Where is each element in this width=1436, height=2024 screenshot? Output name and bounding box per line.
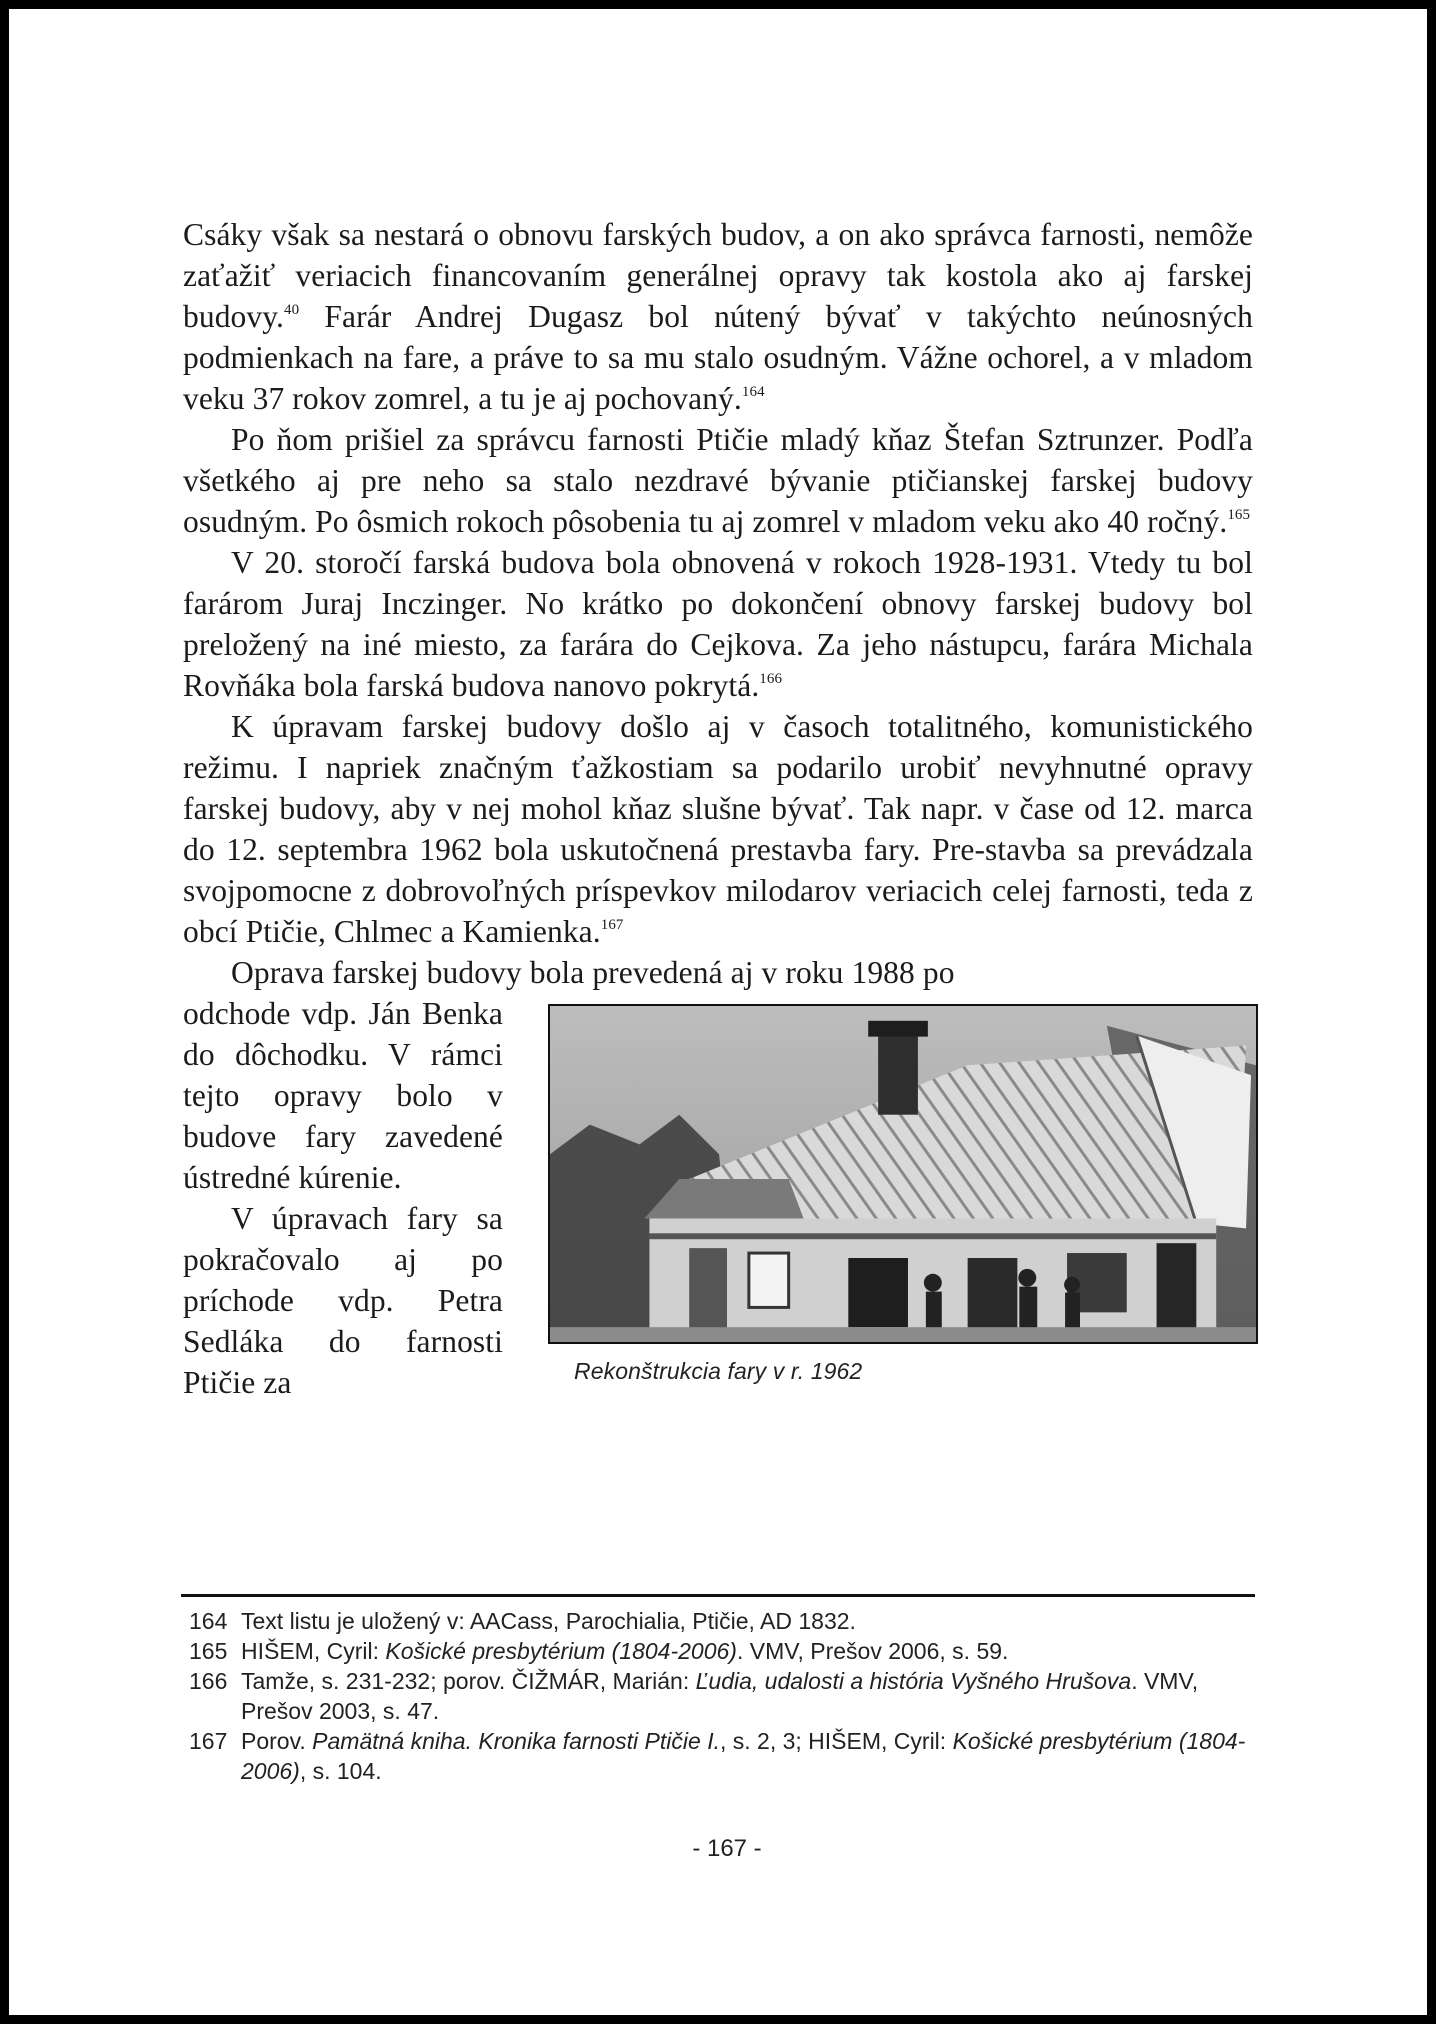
footnote-ref-165: 165 [1227, 507, 1251, 523]
paragraph-3-text: V 20. storočí farská budova bola obnovená v rokoch 1928-1931. Vtedy tu bol farárom Juraj Inczinger. No krátko po dokončení obnovy farskej budovy bol preložený na iné miesto, za farára do Cejkova. Za jeho nástupcu, farára Michala Rovňáka bola farská budova nanovo pokrytá. [183, 545, 1253, 703]
page-number: - 167 - [692, 1835, 762, 1862]
figure-caption: Rekonštrukcia fary v r. 1962 [574, 1358, 863, 1384]
main-text [183, 214, 1253, 1403]
footnote-text [241, 1726, 1249, 1786]
footnote-164 [189, 1606, 1249, 1636]
rectory-photo [548, 1004, 1258, 1344]
paragraph-5-rest: odchode vdp. Ján Benka do dôchodku. V rámci tejto opravy bolo v budove fary zavedené ústredné kúrenie. [183, 996, 503, 1195]
footnote-number: 167 [189, 1728, 228, 1754]
footnote-ref-40: 40 [284, 302, 300, 318]
paragraph-1 [183, 214, 1253, 419]
footnote-divider [181, 1594, 1255, 1597]
footnote-italic-part: Ľudia, udalosti a história Vyšného Hrušova [695, 1668, 1132, 1694]
paragraph-2-text: Po ňom prišiel za správcu farnosti Ptičie mladý kňaz Štefan Sztrunzer. Podľa všetkého aj pre neho sa stalo nezdravé bývanie ptičianskej farskej budovy osudným. Po ôsmich rokoch pôsobenia tu aj zomrel v mladom veku ako 40 ročný. [183, 422, 1253, 539]
paragraph-4 [183, 706, 1253, 952]
footnote-number: 164 [189, 1608, 228, 1634]
footnote-ref-164: 164 [741, 384, 765, 400]
footnote-text [241, 1636, 1249, 1666]
footnote-number: 165 [189, 1638, 228, 1664]
footnote-167 [189, 1726, 1249, 1786]
paragraph-3 [183, 542, 1253, 706]
rectory-photo-drawing [550, 1006, 1256, 1342]
footnote-italic-part: Košické presbytérium (1804-2006) [241, 1728, 1246, 1784]
footnote-part: HIŠEM, Cyril: [241, 1638, 386, 1664]
footnote-text [241, 1606, 1249, 1636]
footnote-number: 166 [189, 1668, 228, 1694]
footnote-part: Tamže, s. 231-232; porov. ČIŽMÁR, Marián: [241, 1668, 696, 1694]
wrapped-column [183, 993, 503, 1403]
footnote-text [241, 1666, 1249, 1726]
footnote-part: Text listu je uložený v: AACass, Parochialia, Ptičie, AD 1832. [241, 1608, 856, 1634]
text-with-figure [183, 993, 1253, 1403]
footnote-italic-part: Pamätná kniha. Kronika farnosti Ptičie I. [312, 1728, 720, 1754]
footnote-part: . VMV, Prešov 2006, s. 59. [736, 1638, 1009, 1664]
paragraph-5-lead: Oprava farskej budovy bola prevedená aj v roku 1988 po [231, 955, 955, 990]
paragraph-1-text-b: Farár Andrej Dugasz bol nútený bývať v takýchto neúnosných podmienkach na fare, a práve to sa mu stalo osudným. Vážne ochorel, a v mladom veku 37 rokov zomrel, a tu je aj pochovaný. [183, 299, 1253, 416]
paragraph-4-text: K úpravam farskej budovy došlo aj v časoch totalitného, komunistického režimu. I napriek značným ťažkostiam sa podarilo urobiť nevyhnutné opravy farskej budovy, aby v nej mohol kňaz slušne bývať. Tak napr. v čase od 12. marca do 12. septembra 1962 bola uskutočnená prestavba fary. Pre-stavba sa prevádzala svojpomocne z dobrovoľných príspevkov milodarov veriacich celej farnosti, teda z obcí Ptičie, Chlmec a Kamienka. [183, 709, 1253, 949]
footnote-part: Porov. [241, 1728, 313, 1754]
footnote-ref-166: 166 [759, 671, 783, 687]
paragraph-6: V úpravach fary sa pokračovalo aj po príchode vdp. Petra Sedláka do farnosti Ptičie za [183, 1201, 503, 1400]
footnote-ref-167: 167 [600, 917, 624, 933]
footnote-part: . VMV, Prešov 2003, s. 47. [241, 1668, 1199, 1724]
footnote-italic-part: Košické presbytérium (1804-2006) [385, 1638, 737, 1664]
paragraph-1-text-a: Csáky však sa nestará o obnovu farských budov, a on ako správca farnosti, nemôže zaťažiť veriacich financovaním generálnej opravy tak kostola ako aj farskej budovy. [183, 217, 1253, 334]
footnote-part: , s. 104. [299, 1758, 382, 1784]
paragraph-2 [183, 419, 1253, 542]
footnotes [189, 1606, 1249, 1786]
footnote-166 [189, 1666, 1249, 1726]
footnote-part: , s. 2, 3; HIŠEM, Cyril: [719, 1728, 953, 1754]
footnote-165 [189, 1636, 1249, 1666]
